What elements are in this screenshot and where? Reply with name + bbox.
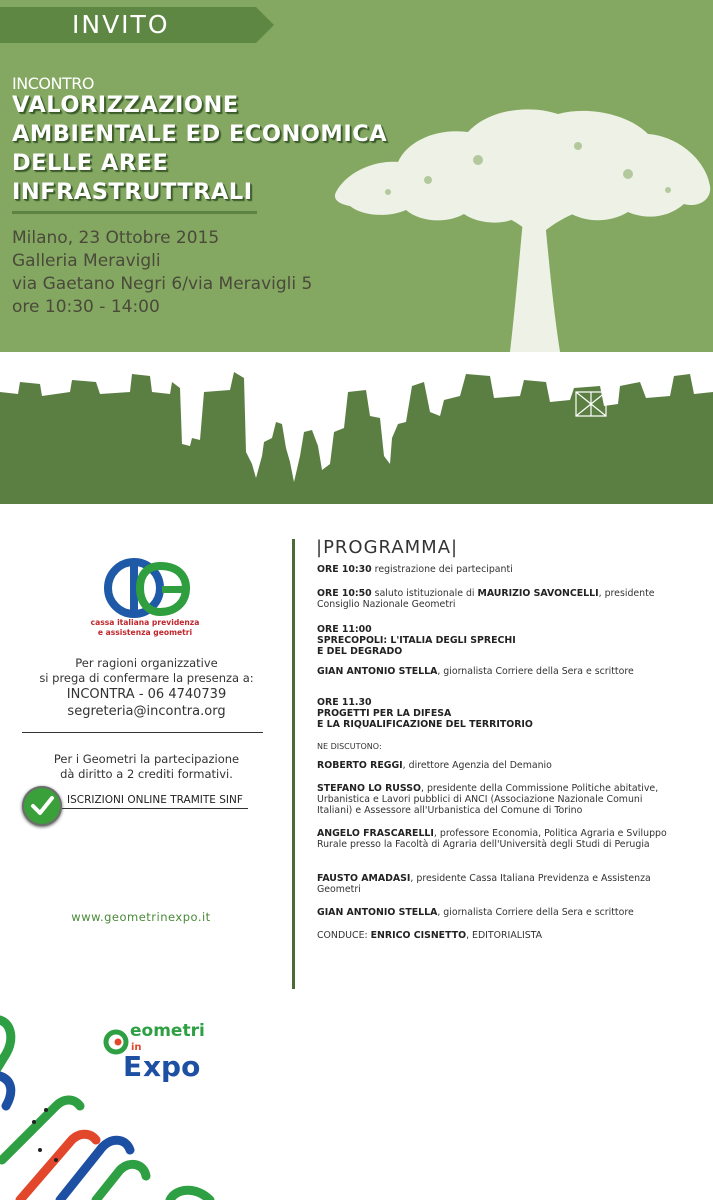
column-divider [292,539,295,989]
speaker-stella-2: GIAN ANTONIO STELLA, giornalista Corriere della Sera e scrittore [317,907,634,918]
expo-logo-icon [103,1018,233,1088]
tree-icon [328,100,713,352]
ne-discutono: NE DISCUTONO: [317,742,382,751]
cipag-logo-icon [104,558,190,618]
speaker-reggi: ROBERTO REGGI, direttore Agenzia del Demanio [317,760,552,771]
event-venue: Galleria Meravigli [12,251,161,271]
speaker-amadasi: FAUSTO AMADASI, presidente Cassa Italiana Previdenza e Assistenza Geometri [317,873,651,895]
title-line-2: AMBIENTALE ED ECONOMICA [12,121,388,147]
title-line-1: VALORIZZAZIONE [12,92,239,118]
iscrizioni-underline [62,808,248,809]
expo-logo-text-3: xpo [143,1050,201,1083]
hero-banner [0,0,713,352]
event-time: ore 10:30 - 14:00 [12,297,160,317]
credits-line-2: dà diritto a 2 crediti formativi. [60,767,233,781]
program-item-3: ORE 11:00 SPRECOPOLI: L'ITALIA DEGLI SPRECHI E DEL DEGRADO [317,624,516,657]
skyline-icon [0,352,713,504]
event-address: via Gaetano Negri 6/via Meravigli 5 [12,274,313,294]
invito-label: INVITO [72,10,170,39]
program-item-4: ORE 11.30 PROGETTI PER LA DIFESA E LA RIQUALIFICAZIONE DEL TERRITORIO [317,697,533,730]
speaker-frascarelli: ANGELO FRASCARELLI, professore Economia, Politica Agraria e Sviluppo Rurale presso la Facoltà di Agraria dell'Università degli Studi di Perugia [317,828,667,850]
program-item-2: ORE 10:50 saluto istituzionale di MAURIZIO SAVONCELLI, presidente Consiglio Nazionale Geometri [317,588,655,610]
title-line-3: DELLE AREE [12,150,169,176]
expo-logo-text-1: eometri [130,1021,205,1041]
expo-logo-text-2: in [131,1042,142,1053]
credits-line-1: Per i Geometri la partecipazione [53,752,240,766]
program-item-1: ORE 10:30 registrazione dei partecipanti [317,564,513,575]
title-divider [12,211,257,214]
event-type: INCONTRO [12,74,94,93]
speaker-lo-russo: STEFANO LO RUSSO, presidente della Commissione Politiche abitative, Urbanistica e Lavori pubblici di ANCI (Associazione Nazionale Comuni Italiani) e Assessore all'Urbanistica del Comune di Torino [317,783,659,816]
cipag-caption: cassa italiana previdenza e assistenza geometri [90,618,200,637]
geometri-in-expo-logo [103,1018,233,1088]
title-line-4: INFRASTRUTTRALI [12,179,253,205]
checkmark-icon[interactable] [22,786,62,826]
iscrizioni-link[interactable]: ISCRIZIONI ONLINE TRAMITE SINF [67,794,243,806]
left-divider [22,732,263,733]
program-speaker-stella: GIAN ANTONIO STELLA, giornalista Corriere della Sera e scrittore [317,666,634,677]
event-date: Milano, 23 Ottobre 2015 [12,228,220,248]
contact-email[interactable]: segreteria@incontra.org [67,704,226,719]
conduce: CONDUCE: ENRICO CISNETTO, EDITORIALISTA [317,930,543,941]
programma-title: |PROGRAMMA| [316,537,459,558]
contact-phone: INCONTRA - 06 4740739 [66,687,227,702]
confirm-line-2: si prega di confermare la presenza a: [39,671,254,685]
website-link[interactable]: www.geometrinexpo.it [71,910,211,924]
confirm-line-1: Per ragioni organizzative [75,656,218,670]
city-skyline [0,352,713,504]
svg-text:E: E [123,1050,143,1083]
